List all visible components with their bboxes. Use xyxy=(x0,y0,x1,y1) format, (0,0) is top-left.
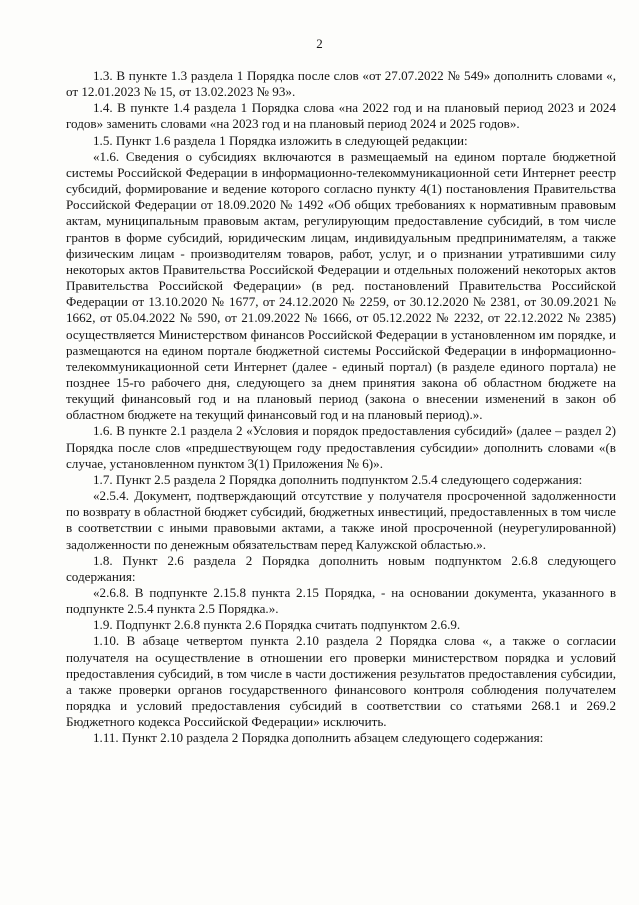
paragraph-1-9: 1.9. Подпункт 2.6.8 пункта 2.6 Порядка считать подпунктом 2.6.9. xyxy=(93,617,461,633)
document-body xyxy=(66,68,616,747)
page-number: 2 xyxy=(316,36,323,51)
paragraph-1-8: 1.8. Пункт 2.6 раздела 2 Порядка дополнить новым подпунктом 2.6.8 следующего содержания: xyxy=(66,552,616,584)
paragraph-1-5: 1.5. Пункт 1.6 раздела 1 Порядка изложить в следующей редакции: xyxy=(93,132,468,148)
quoted-paragraph-2-5-4: «2.5.4. Документ, подтверждающий отсутствие у получателя просроченной задолженности по возврату в областной бюджет субсидий, бюджетных инвестиций, предоставленных в том числе в соответствии с иными правовыми актами, а также иной просроченной (неурегулированной) задолженности по денежным обязательствам перед Калужской областью.». xyxy=(66,488,616,552)
paragraph-1-4: 1.4. В пункте 1.4 раздела 1 Порядка слова «на 2022 год и на плановый период 2023 и 2024 годов» заменить словами «на 2023 год и на плановый период 2024 и 2025 годов». xyxy=(66,100,616,132)
paragraph-1-3: 1.3. В пункте 1.3 раздела 1 Порядка после слов «от 27.07.2022 № 549» дополнить словами «, от 12.01.2023 № 15, от 13.02.2023 № 93». xyxy=(66,68,616,100)
paragraph-1-6: 1.6. В пункте 2.1 раздела 2 «Условия и порядок предоставления субсидий» (далее – раздел 2) Порядка после слов «предшествующем году предоставления субсидии» дополнить словами «(в случае, установленном пунктом 3(1) Приложения № 6)». xyxy=(66,423,616,471)
paragraph-1-11: 1.11. Пункт 2.10 раздела 2 Порядка дополнить абзацем следующего содержания: xyxy=(93,730,544,746)
quoted-paragraph-1-6: «1.6. Сведения о субсидиях включаются в размещаемый на едином портале бюджетной системы Российской Федерации в информационно-телекоммуникационной сети Интернет реестр субсидий, формирование и ведение которого согласно пункту 4(1) постановления Правительства Российской Федерации от 18.09.2020 № 1492 «Об общих требованиях к нормативным правовым актам, муниципальным правовым актам, регулирующим предоставление субсидий, в том числе грантов в форме субсидий, юридическим лицам, индивидуальным предпринимателям, а также физическим лицам - производителям товаров, работ, услуг, и о признании утратившими силу некоторых актов Правительства Российской Федерации и отдельных положений некоторых актов Правительства Российской Федерации» (в ред. постановлений Правительства Российской Федерации от 13.10.2020 № 1677, от 24.12.2020 № 2259, от 30.12.2020 № 2381, от 30.09.2021 № 1662, от 05.04.2022 № 590, от 21.09.2022 № 1666, от 05.12.2022 № 2232, от 22.12.2022 № 2385) осуществляется Министерством финансов Российской Федерации в установленном им порядке, и размещаются на едином портале бюджетной системы Российской Федерации в информационно-телекоммуникационной сети Интернет (далее - единый портал) (в разделе единого портала) не позднее 15-го рабочего дня, следующего за днем принятия закона об областном бюджете на текущий финансовый год и на плановый период (закона о внесении изменений в закон об областном бюджете на текущий финансовый год и на плановый период).». xyxy=(66,148,616,423)
paragraph-1-10: 1.10. В абзаце четвертом пункта 2.10 раздела 2 Порядка слова «, а также о согласии получателя на осуществление в отношении его проверки министерством порядка и условий предоставления субсидий, в том числе в части достижения результатов предоставления субсидии, а также проверки органов государственного финансового контроля соблюдения получателем порядка и условий предоставления субсидий в соответствии со статьями 268.1 и 269.2 Бюджетного кодекса Российской Федерации» исключить. xyxy=(66,633,616,730)
paragraph-1-7: 1.7. Пункт 2.5 раздела 2 Порядка дополнить подпунктом 2.5.4 следующего содержания: xyxy=(93,471,583,487)
quoted-paragraph-2-6-8: «2.6.8. В подпункте 2.15.8 пункта 2.15 Порядка, - на основании документа, указанного в подпункте 2.5.4 пункта 2.5 Порядка.». xyxy=(66,585,616,617)
